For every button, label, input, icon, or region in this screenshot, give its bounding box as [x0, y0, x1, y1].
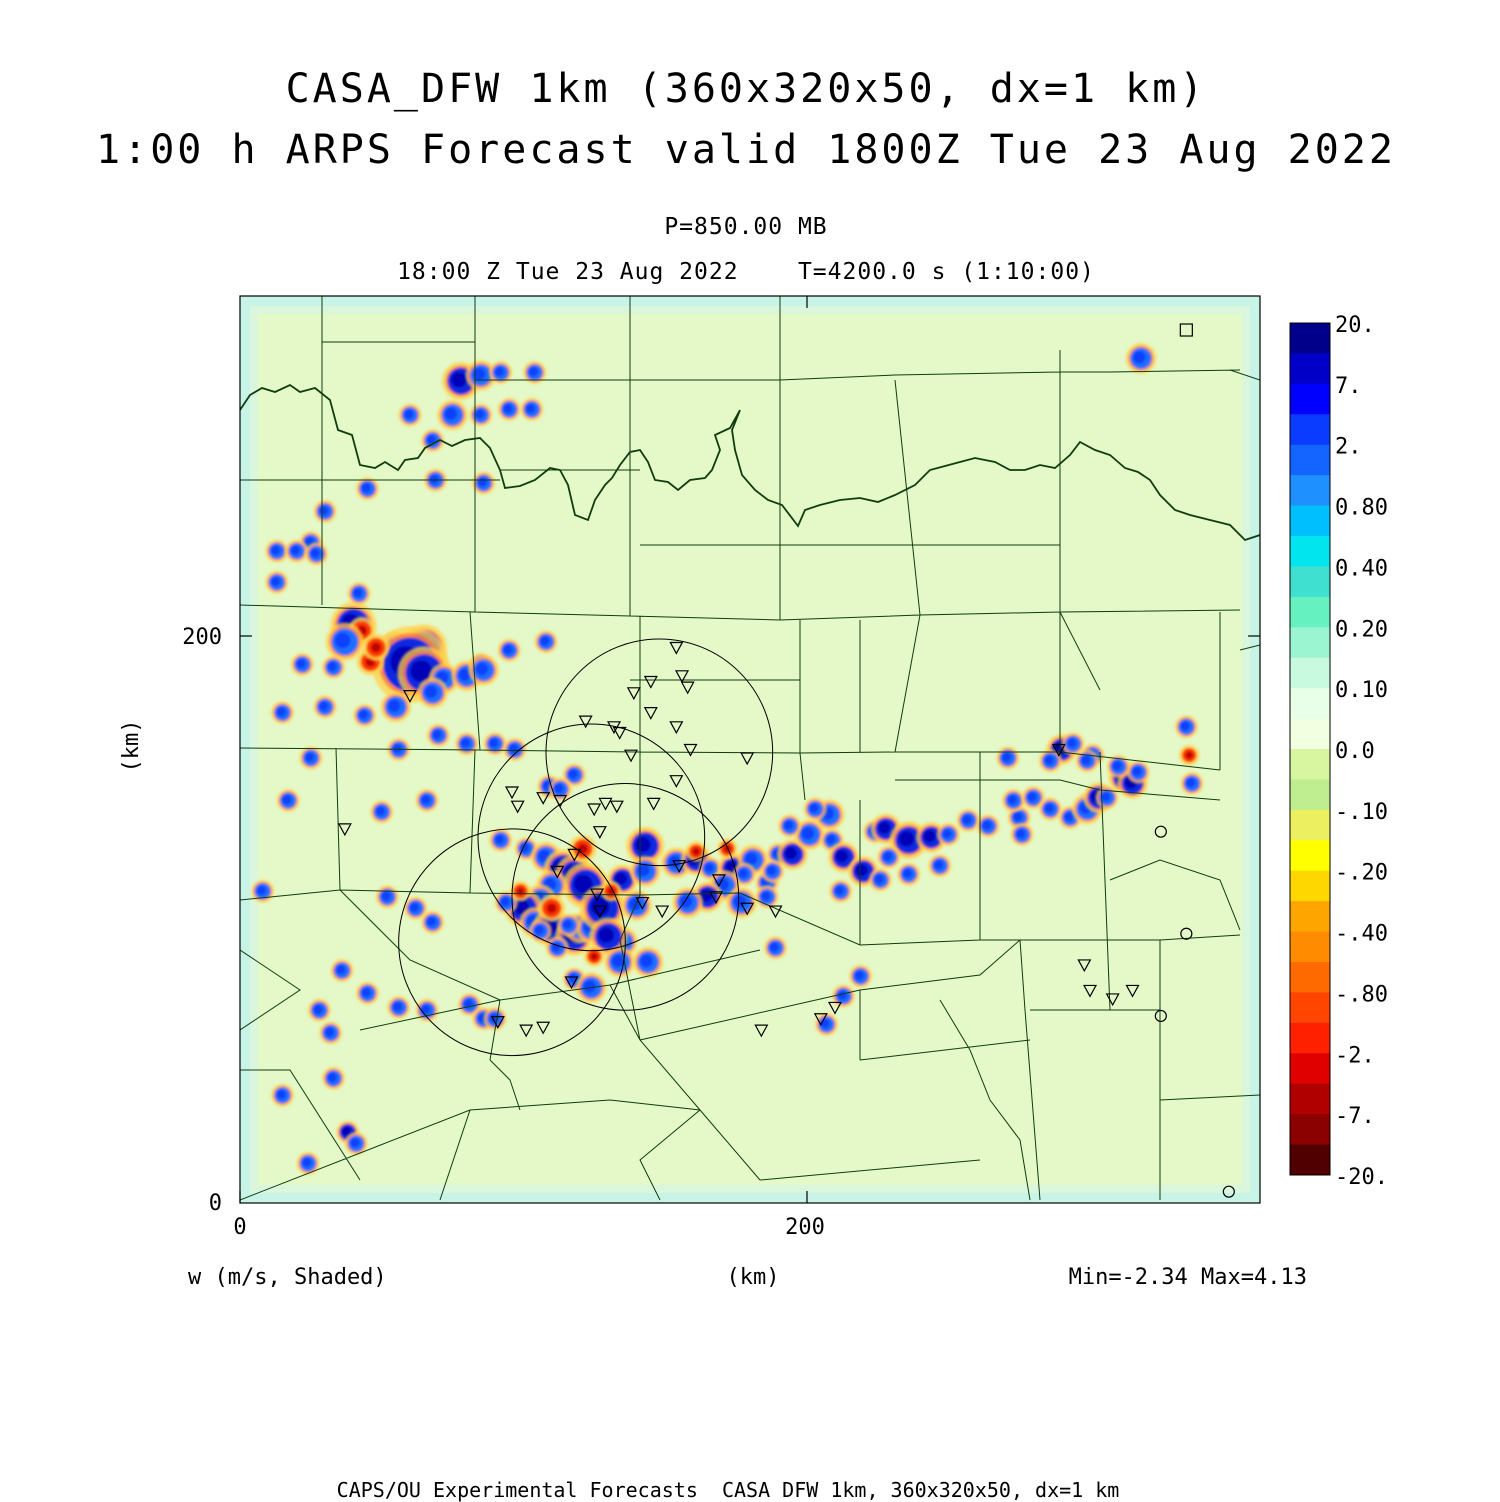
level-subtitle: P=850.00 MB [664, 214, 828, 240]
colorbar-swatch [1290, 566, 1330, 597]
w-cell [427, 724, 450, 747]
colorbar-swatch [1290, 871, 1330, 902]
colorbar-swatch [1290, 1084, 1330, 1115]
colorbar-swatch [1290, 779, 1330, 810]
colorbar-label: -.40 [1335, 921, 1388, 947]
colorbar-swatch [1290, 840, 1330, 871]
w-cell-peak [529, 367, 538, 376]
w-cell [356, 477, 379, 500]
w-cell-peak [934, 860, 943, 869]
w-cell [469, 404, 492, 427]
w-cell [399, 404, 422, 427]
w-cell-peak [767, 866, 776, 875]
colorbar-label: 0.0 [1335, 739, 1375, 764]
w-cell-peak [1186, 778, 1195, 787]
colorbar-label: -2. [1335, 1043, 1375, 1069]
w-cell-peak [430, 475, 439, 484]
w-cell-peak [410, 903, 419, 912]
colorbar-label: -.80 [1335, 982, 1388, 1008]
time-subtitle: 18:00 Z Tue 23 Aug 2022 T=4200.0 s (1:10:00) [397, 259, 1095, 285]
w-cell [348, 582, 371, 605]
w-cell [584, 946, 604, 966]
min-max-stats: Min=-2.34 Max=4.13 [1068, 1265, 1307, 1290]
w-cell [416, 789, 439, 812]
w-cell [1179, 745, 1199, 765]
colorbar-swatch [1290, 627, 1330, 658]
w-cell [601, 881, 621, 901]
colorbar-label: -.20 [1335, 860, 1388, 886]
w-cell-peak [583, 980, 595, 992]
w-cell [832, 985, 855, 1008]
w-cell-peak [724, 845, 732, 853]
w-cell [726, 887, 757, 918]
w-cell-peak [668, 856, 680, 868]
colorbar-swatch [1290, 992, 1330, 1023]
w-cell [1127, 761, 1150, 784]
w-cell [1039, 749, 1062, 772]
w-cell [849, 965, 872, 988]
w-cell-peak [855, 864, 867, 876]
w-cell-peak [547, 903, 557, 913]
w-cell-peak [421, 795, 430, 804]
w-cell [326, 623, 364, 661]
w-cell [503, 738, 526, 761]
w-cell-peak [598, 927, 614, 943]
w-cell-peak [802, 827, 814, 839]
w-cell-peak [404, 410, 413, 419]
w-cell [764, 936, 787, 959]
w-cell [928, 854, 951, 877]
w-cell [717, 839, 737, 859]
colorbar-swatch [1290, 810, 1330, 841]
y-axis-label: (km) [119, 719, 144, 773]
w-cell [937, 823, 960, 846]
w-cell-peak [313, 1005, 322, 1014]
colorbar-label: 2. [1335, 434, 1362, 460]
w-cell-peak [563, 920, 572, 929]
w-cell-peak [1013, 812, 1022, 821]
w-cell-peak [311, 548, 320, 557]
w-cell-peak [923, 830, 935, 842]
w-cell-peak [540, 636, 549, 645]
w-cell [322, 656, 345, 679]
w-cell-peak [271, 546, 280, 555]
w-cell [633, 947, 664, 978]
colorbar-swatch [1290, 384, 1330, 415]
w-cell [271, 701, 294, 724]
w-cell-peak [393, 744, 402, 753]
w-cell-peak [962, 815, 971, 824]
w-cell-peak [476, 663, 488, 675]
w-cell-peak [878, 821, 890, 833]
variable-label: w (m/s, Shaded) [188, 1265, 387, 1290]
colorbar-swatch [1290, 1023, 1330, 1054]
w-cell-peak [500, 897, 509, 906]
w-cell-peak [883, 852, 892, 861]
w-cell-peak [982, 821, 991, 830]
w-cell [353, 704, 376, 727]
colorbar-swatch [1290, 536, 1330, 567]
w-cell [417, 678, 448, 709]
chart-title-line1: CASA_DFW 1km (360x320x50, dx=1 km) [285, 66, 1207, 112]
w-cell [1076, 749, 1099, 772]
w-cell [498, 639, 521, 662]
y-tick-label-0: 0 [208, 1191, 222, 1216]
x-tick-label-200: 200 [785, 1215, 825, 1240]
w-cell-peak [350, 1138, 359, 1147]
w-cell-peak [526, 404, 535, 413]
w-cell-peak [271, 577, 280, 586]
w-cell-peak [503, 404, 512, 413]
w-cell-peak [503, 645, 512, 654]
w-cell-peak [296, 659, 305, 668]
colorbar-swatch [1290, 475, 1330, 506]
w-cell-peak [554, 784, 563, 793]
colorbar-swatch [1290, 962, 1330, 993]
w-cell [489, 361, 512, 384]
colorbar-swatch [1290, 719, 1330, 750]
w-cell-peak [362, 988, 371, 997]
w-cell-peak [836, 850, 848, 862]
w-cell [510, 881, 530, 901]
w-cell-peak [903, 869, 912, 878]
w-cell [520, 398, 543, 421]
w-cell-peak [277, 1090, 286, 1099]
colorbar [1290, 313, 1388, 1190]
w-cell-peak [305, 752, 314, 761]
w-cell-peak [328, 662, 337, 671]
w-cell [1039, 798, 1062, 821]
colorbar-swatch [1290, 1114, 1330, 1145]
w-cell-peak [784, 821, 793, 830]
w-cell-peak [826, 835, 835, 844]
w-cell-peak [761, 891, 770, 900]
w-cell-peak [568, 769, 577, 778]
w-cell [877, 846, 900, 869]
w-cell [305, 542, 328, 565]
w-cell [472, 472, 495, 495]
y-tick-label-200: 200 [182, 625, 222, 650]
w-cell [376, 885, 399, 908]
w-cell-peak [475, 410, 484, 419]
w-cell [314, 696, 337, 719]
w-cell [421, 911, 444, 934]
w-cell-peak [942, 829, 951, 838]
w-cell [957, 809, 980, 832]
w-cell [299, 747, 322, 770]
colorbar-swatch [1290, 658, 1330, 689]
colorbar-swatch [1290, 1145, 1330, 1176]
w-cell-peak [1016, 829, 1025, 838]
w-cell-peak [359, 710, 368, 719]
colorbar-label: 0.80 [1335, 495, 1388, 521]
colorbar-swatch [1290, 414, 1330, 445]
x-axis-label: (km) [726, 1265, 780, 1290]
w-cell [672, 887, 703, 918]
w-cell-peak [809, 803, 818, 812]
w-cell-peak [282, 795, 291, 804]
w-cell-peak [1101, 792, 1110, 801]
colorbar-label: -7. [1335, 1104, 1375, 1130]
w-cell [308, 999, 331, 1022]
colorbar-swatch [1290, 323, 1330, 354]
w-cell-peak [1133, 351, 1145, 363]
w-cell-peak [874, 874, 883, 883]
w-cell-peak [692, 848, 700, 856]
w-cell-peak [325, 1027, 334, 1036]
w-cell-peak [319, 506, 328, 515]
w-cell-peak [427, 917, 436, 926]
chart-title-line2: 1:00 h ARPS Forecast valid 1800Z Tue 23 Aug 2022 [96, 127, 1396, 173]
w-cell [331, 959, 354, 982]
w-cell [897, 863, 920, 886]
w-cell-peak [612, 955, 624, 967]
w-cell-peak [607, 887, 615, 895]
w-cell [1175, 715, 1198, 738]
w-cell [778, 815, 801, 838]
w-cell [1181, 772, 1204, 795]
w-cell-peak [319, 701, 328, 710]
w-cell [291, 653, 314, 676]
w-cell [829, 880, 852, 903]
colorbar-label: 0.20 [1335, 617, 1388, 643]
w-cell [251, 880, 274, 903]
w-cell [314, 500, 337, 523]
w-cell [285, 540, 308, 563]
w-cell-peak [362, 483, 371, 492]
w-cell [761, 860, 784, 883]
w-cell-peak [855, 971, 864, 980]
w-cell-peak [328, 1073, 337, 1082]
colorbar-swatch [1290, 688, 1330, 719]
w-cell [815, 1013, 838, 1036]
w-cell-peak [1044, 755, 1053, 764]
w-cell-peak [637, 864, 649, 876]
w-cell-peak [1081, 755, 1090, 764]
w-cell [535, 630, 558, 653]
w-cell-peak [277, 707, 286, 716]
w-cell-peak [421, 1005, 430, 1014]
colorbar-label: 7. [1335, 373, 1362, 399]
w-cell-peak [381, 891, 390, 900]
w-cell-peak [302, 1158, 311, 1167]
colorbar-label: 0.40 [1335, 556, 1388, 582]
w-cell [277, 789, 300, 812]
w-cell [484, 732, 507, 755]
w-cell [437, 400, 468, 431]
w-cell-peak [1044, 803, 1053, 812]
colorbar-swatch [1290, 1053, 1330, 1084]
w-cell-peak [1132, 767, 1141, 776]
footer-credit: CAPS/OU Experimental Forecasts CASA DFW 1km, 360x320x50, dx=1 km [336, 1478, 1120, 1502]
w-cell-peak [1067, 738, 1076, 747]
w-cell-peak [1008, 795, 1017, 804]
w-cell [869, 868, 892, 891]
x-tick-label-0: 0 [233, 1215, 247, 1240]
w-cell [489, 829, 512, 852]
w-cell [1011, 823, 1034, 846]
colorbar-swatch [1290, 901, 1330, 932]
w-cell [996, 747, 1019, 770]
w-cell-peak [1185, 751, 1193, 759]
colorbar-label: -.10 [1335, 799, 1388, 825]
w-cell-peak [534, 925, 543, 934]
w-cell [370, 800, 393, 823]
w-cell-peak [257, 886, 266, 895]
w-cell [804, 798, 827, 821]
w-cell-peak [785, 847, 797, 859]
colorbar-swatch [1290, 506, 1330, 537]
w-cell [297, 1152, 320, 1175]
colorbar-label: 0.10 [1335, 678, 1388, 704]
w-cell-peak [388, 700, 400, 712]
w-cell-peak [1064, 812, 1073, 821]
w-cell-peak [734, 895, 746, 907]
w-cell-peak [371, 642, 381, 652]
colorbar-swatch [1290, 353, 1330, 384]
colorbar-label: -20. [1335, 1165, 1388, 1190]
w-cell-peak [425, 685, 437, 697]
w-cell-peak [461, 738, 470, 747]
colorbar-swatch [1290, 445, 1330, 476]
w-cell-peak [1180, 721, 1189, 730]
w-cell [630, 856, 661, 887]
w-cell-peak [899, 831, 915, 847]
w-cell [604, 947, 635, 978]
colorbar-swatch [1290, 749, 1330, 780]
w-cell-peak [291, 546, 300, 555]
w-cell [1126, 343, 1157, 374]
w-cell-peak [738, 869, 747, 878]
w-cell [498, 398, 521, 421]
w-cell [322, 1067, 345, 1090]
w-cell-peak [635, 837, 651, 853]
w-cell-peak [704, 863, 713, 872]
w-cell [387, 996, 410, 1019]
w-cell-peak [489, 738, 498, 747]
w-cell-peak [445, 408, 457, 420]
w-cell-peak [432, 730, 441, 739]
colorbar-label: 20. [1335, 313, 1375, 338]
w-cell [265, 571, 288, 594]
w-cell [356, 982, 379, 1005]
w-cell [271, 1084, 294, 1107]
w-cell-peak [1112, 761, 1121, 770]
w-cell-peak [336, 965, 345, 974]
w-cell-peak [335, 633, 351, 649]
w-cell-peak [835, 886, 844, 895]
colorbar-swatch [1290, 597, 1330, 628]
w-cell-peak [451, 372, 467, 388]
w-cell [1002, 789, 1025, 812]
w-cell-peak [770, 942, 779, 951]
w-cell [523, 361, 546, 384]
w-cell-peak [393, 1002, 402, 1011]
w-cell-peak [1002, 752, 1011, 761]
w-cell-peak [495, 367, 504, 376]
w-cell [416, 999, 439, 1022]
w-cell-peak [640, 955, 652, 967]
colorbar-swatch [1290, 932, 1330, 963]
w-cell-peak [495, 835, 504, 844]
w-cell-peak [478, 478, 487, 487]
w-cell-peak [353, 588, 362, 597]
w-cell [319, 1021, 342, 1044]
w-cell-peak [376, 806, 385, 815]
w-cell-peak [590, 953, 598, 961]
w-cell [265, 540, 288, 563]
w-cell [362, 634, 389, 661]
w-cell [538, 895, 565, 922]
w-cell-peak [1027, 792, 1036, 801]
